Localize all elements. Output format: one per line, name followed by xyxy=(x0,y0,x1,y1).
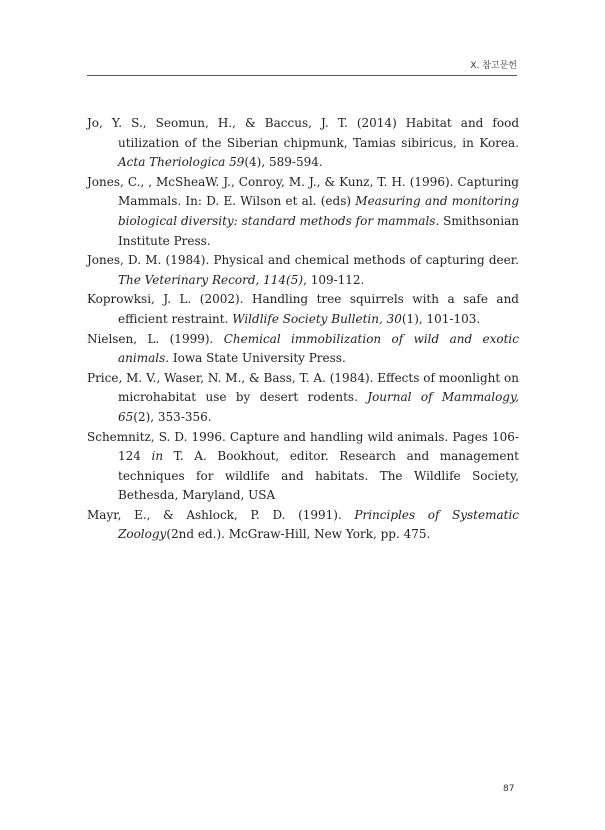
reference-text: Koprowksi, J. L. (2002). Handling tree squirrels with a safe and efficient restraint. xyxy=(87,292,519,326)
reference-text: T. A. Bookhout, editor. Research and management techniques for wildlife and habitats. The Wildlife Society, Bethesda, Maryland, USA xyxy=(118,449,520,503)
reference-source: in xyxy=(151,449,164,464)
reference-source: Chemical immobilization of wild and exotic animals xyxy=(118,331,519,366)
page-number: 87 xyxy=(503,784,515,794)
reference-text: . Iowa State University Press. xyxy=(165,351,346,366)
reference-text: Price, M. V., Waser, N. M., & Bass, T. A. (1984). Effects of moonlight on microhabitat use by desert rodents. xyxy=(87,370,519,405)
reference-entry xyxy=(87,369,519,428)
running-header xyxy=(87,61,517,76)
chapter-title: X. 참고문헌 xyxy=(470,61,517,71)
reference-source: Principles of Systematic Zoology xyxy=(118,507,520,542)
reference-source: Wildlife Society Bulletin, 30 xyxy=(232,311,402,326)
reference-text: Jones, C., , McSheaW. J., Conroy, M. J., & Kunz, T. H. (1996). Capturing Mammals. In: D. E. Wilson et al. (eds) xyxy=(87,174,519,209)
reference-text: . Smithsonian Institute Press. xyxy=(118,213,520,248)
reference-text: Nielsen, L. (1999). xyxy=(87,331,224,346)
reference-source: Journal of Mammalogy, 65 xyxy=(118,390,519,424)
reference-entry xyxy=(87,428,519,506)
reference-text: Mayr, E., & Ashlock, P. D. (1991). xyxy=(87,507,355,522)
reference-entry xyxy=(87,290,519,329)
reference-text: Jo, Y. S., Seomun, H., & Baccus, J. T. (2014) Habitat and food utilization of the Siberian chipmunk, Tamias sibiricus, in Korea. xyxy=(87,116,519,150)
reference-entry xyxy=(87,251,519,290)
reference-entry xyxy=(87,506,519,545)
reference-text: (2), 353-356. xyxy=(133,409,212,424)
reference-entry xyxy=(87,173,519,251)
reference-source: Acta Theriologica 59 xyxy=(118,155,245,170)
reference-text: , 109-112. xyxy=(303,272,365,287)
reference-list xyxy=(87,114,519,545)
reference-text: (1), 101-103. xyxy=(401,311,481,326)
reference-entry xyxy=(87,114,519,173)
reference-source: The Veterinary Record, 114(5) xyxy=(118,272,304,287)
reference-source: Measuring and monitoring biological diversity: standard methods for mammals xyxy=(118,194,519,228)
reference-entry xyxy=(87,330,519,369)
reference-text: Schemnitz, S. D. 1996. Capture and handling wild animals. Pages 106-124 xyxy=(87,429,519,464)
reference-text: (2nd ed.). McGraw-Hill, New York, pp. 475. xyxy=(166,527,431,542)
reference-text: Jones, D. M. (1984). Physical and chemical methods of capturing deer. xyxy=(87,253,519,268)
reference-text: (4), 589-594. xyxy=(244,155,323,170)
